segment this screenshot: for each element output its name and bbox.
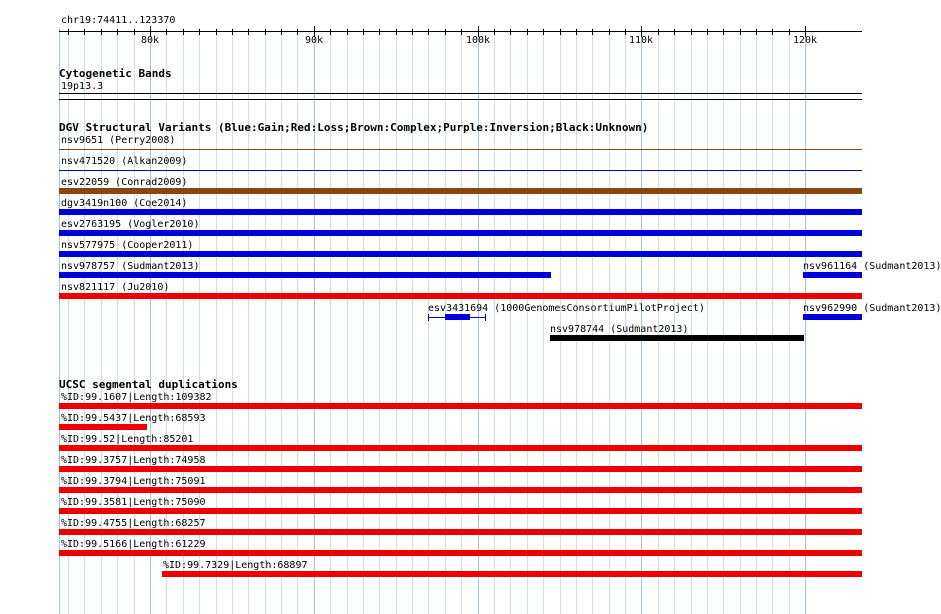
ruler-minor-tick (691, 29, 692, 35)
dgv-feature-label[interactable]: dgv3419n100 (Coe2014) (61, 198, 188, 209)
ruler-tick-label: 120k (793, 35, 818, 46)
grid-line (363, 28, 364, 614)
ruler-minor-tick (166, 29, 167, 35)
ruler-minor-tick (117, 29, 118, 35)
ruler-minor-tick (789, 29, 790, 35)
dgv-feature-whisker-cap-left (428, 314, 429, 321)
ruler-tick-label: 80k (141, 35, 160, 46)
segdup-feature-label[interactable]: %ID:99.4755|Length:68257 (61, 518, 206, 529)
ruler-location-label: chr19:74411..123370 (61, 15, 176, 26)
ruler-tick-label: 100k (466, 35, 491, 46)
ruler-minor-tick (592, 29, 593, 35)
grid-line (216, 28, 217, 614)
segdup-feature-bar[interactable] (59, 508, 862, 514)
ruler-minor-tick (84, 29, 85, 35)
segdup-feature-label[interactable]: %ID:99.7329|Length:68897 (163, 560, 308, 571)
dgv-feature-label[interactable]: nsv961164 (Sudmant2013) (803, 261, 941, 272)
ruler-minor-tick (396, 29, 397, 35)
dgv-feature-bar[interactable] (445, 314, 470, 320)
grid-line (527, 28, 528, 614)
ruler-minor-tick (510, 29, 511, 35)
grid-line (625, 28, 626, 614)
grid-line (740, 28, 741, 614)
dgv-feature-bar[interactable] (803, 314, 862, 320)
ruler-minor-tick (379, 29, 380, 35)
ruler-minor-tick (609, 29, 610, 35)
ruler-minor-tick (756, 29, 757, 35)
ruler-minor-tick (445, 29, 446, 35)
grid-line (461, 28, 462, 614)
dgv-feature-bar[interactable] (550, 335, 804, 341)
grid-line (805, 28, 806, 614)
dgv-feature-bar[interactable] (803, 272, 862, 278)
grid-line (314, 28, 315, 614)
ruler-minor-tick (412, 29, 413, 35)
segdup-feature-bar[interactable] (59, 529, 862, 535)
dgv-feature-label[interactable]: nsv978744 (Sudmant2013) (550, 324, 689, 335)
ruler-minor-tick (297, 29, 298, 35)
grid-line (297, 28, 298, 614)
grid-line (494, 28, 495, 614)
ruler-minor-tick (658, 29, 659, 35)
ruler-minor-tick (347, 29, 348, 35)
grid-line (592, 28, 593, 614)
ruler-minor-tick (576, 29, 577, 35)
grid-line (445, 28, 446, 614)
segdup-feature-bar[interactable] (162, 571, 862, 577)
grid-line (772, 28, 773, 614)
dgv-feature-bar[interactable] (59, 209, 862, 215)
ruler-minor-tick (543, 29, 544, 35)
grid-line (641, 28, 642, 614)
segdup-feature-label[interactable]: %ID:99.3794|Length:75091 (61, 476, 206, 487)
ruler-minor-tick (134, 29, 135, 35)
ruler-minor-tick (199, 29, 200, 35)
cytogenetic-bands-title: Cytogenetic Bands (59, 67, 172, 80)
grid-line (478, 28, 479, 614)
grid-line (265, 28, 266, 614)
dgv-feature-bar[interactable] (59, 230, 862, 236)
ruler-tick-label: 90k (305, 35, 324, 46)
dgv-feature-label[interactable]: nsv471520 (Alkan2009) (61, 156, 188, 167)
ruler-minor-tick (723, 29, 724, 35)
grid-line (232, 28, 233, 614)
ruler-minor-tick (183, 29, 184, 35)
segdup-feature-bar[interactable] (59, 550, 862, 556)
ruler-minor-tick (216, 29, 217, 35)
segdup-feature-bar[interactable] (59, 445, 862, 451)
dgv-feature-bar[interactable] (59, 170, 862, 171)
ruler-minor-tick (248, 29, 249, 35)
ruler-minor-tick (707, 29, 708, 35)
grid-line (248, 28, 249, 614)
dgv-feature-label[interactable]: esv3431694 (1000GenomesConsortiumPilotProject) (428, 303, 705, 314)
dgv-feature-bar[interactable] (59, 251, 862, 257)
ruler-minor-tick (265, 29, 266, 35)
ruler-minor-tick (625, 29, 626, 35)
segdup-feature-bar[interactable] (59, 403, 862, 409)
ruler-minor-tick (740, 29, 741, 35)
grid-line (281, 28, 282, 614)
cytoband-line-2 (59, 99, 862, 100)
grid-line (330, 28, 331, 614)
dgv-feature-whisker-cap-right (485, 314, 486, 321)
ruler-minor-tick (281, 29, 282, 35)
dgv-feature-label[interactable]: nsv577975 (Cooper2011) (61, 240, 194, 251)
grid-line (560, 28, 561, 614)
grid-line (543, 28, 544, 614)
segdup-feature-bar[interactable] (59, 487, 862, 493)
dgv-feature-label[interactable]: nsv821117 (Ju2010) (61, 282, 170, 293)
ruler-minor-tick (428, 29, 429, 35)
segdup-feature-label[interactable]: %ID:99.1607|Length:109382 (61, 392, 212, 403)
grid-line (723, 28, 724, 614)
ruler-minor-tick (772, 29, 773, 35)
grid-line (379, 28, 380, 614)
grid-line (789, 28, 790, 614)
grid-line (756, 28, 757, 614)
segdup-feature-label[interactable]: %ID:99.5166|Length:61229 (61, 539, 206, 550)
ruler-minor-tick (68, 29, 69, 35)
ruler-minor-tick (330, 29, 331, 35)
dgv-feature-bar[interactable] (59, 149, 862, 150)
ruler-minor-tick (363, 29, 364, 35)
dgv-feature-bar[interactable] (59, 272, 551, 278)
dgv-feature-label[interactable]: nsv962990 (Sudmant2013) (803, 303, 941, 314)
grid-line (396, 28, 397, 614)
grid-line (609, 28, 610, 614)
dgv-feature-label[interactable]: esv22059 (Conrad2009) (61, 177, 188, 188)
segdup-feature-label[interactable]: %ID:99.3581|Length:75090 (61, 497, 206, 508)
grid-line (658, 28, 659, 614)
dgv-feature-label[interactable]: esv2763195 (Vogler2010) (61, 219, 200, 230)
cytoband-label[interactable]: 19p13.3 (61, 81, 104, 92)
ruler-minor-tick (674, 29, 675, 35)
grid-line (707, 28, 708, 614)
grid-line (347, 28, 348, 614)
segdup-feature-label[interactable]: %ID:99.3757|Length:74958 (61, 455, 206, 466)
segdup-track-title: UCSC segmental duplications (59, 378, 238, 391)
cytoband-line-1[interactable] (59, 93, 862, 94)
dgv-feature-label[interactable]: nsv978757 (Sudmant2013) (61, 261, 200, 272)
grid-line (428, 28, 429, 614)
dgv-feature-bar[interactable] (59, 293, 862, 299)
ruler-minor-tick (527, 29, 528, 35)
ruler-minor-tick (494, 29, 495, 35)
grid-line (59, 28, 60, 614)
grid-line (691, 28, 692, 614)
dgv-track-title: DGV Structural Variants (Blue:Gain;Red:Loss;Brown:Complex;Purple:Inversion;Black:Unknown) (59, 121, 649, 134)
ruler-minor-tick (101, 29, 102, 35)
ruler-minor-tick (461, 29, 462, 35)
grid-line (510, 28, 511, 614)
segdup-feature-label[interactable]: %ID:99.5437|Length:68593 (61, 413, 206, 424)
grid-line (576, 28, 577, 614)
ruler-minor-tick (560, 29, 561, 35)
dgv-feature-label[interactable]: nsv9651 (Perry2008) (61, 135, 176, 146)
grid-line (412, 28, 413, 614)
dgv-feature-bar[interactable] (59, 188, 862, 194)
grid-line (674, 28, 675, 614)
segdup-feature-bar[interactable] (59, 424, 147, 430)
ruler-minor-tick (232, 29, 233, 35)
ruler-tick-label: 110k (629, 35, 654, 46)
segdup-feature-label[interactable]: %ID:99.52|Length:85201 (61, 434, 194, 445)
segdup-feature-bar[interactable] (59, 466, 862, 472)
